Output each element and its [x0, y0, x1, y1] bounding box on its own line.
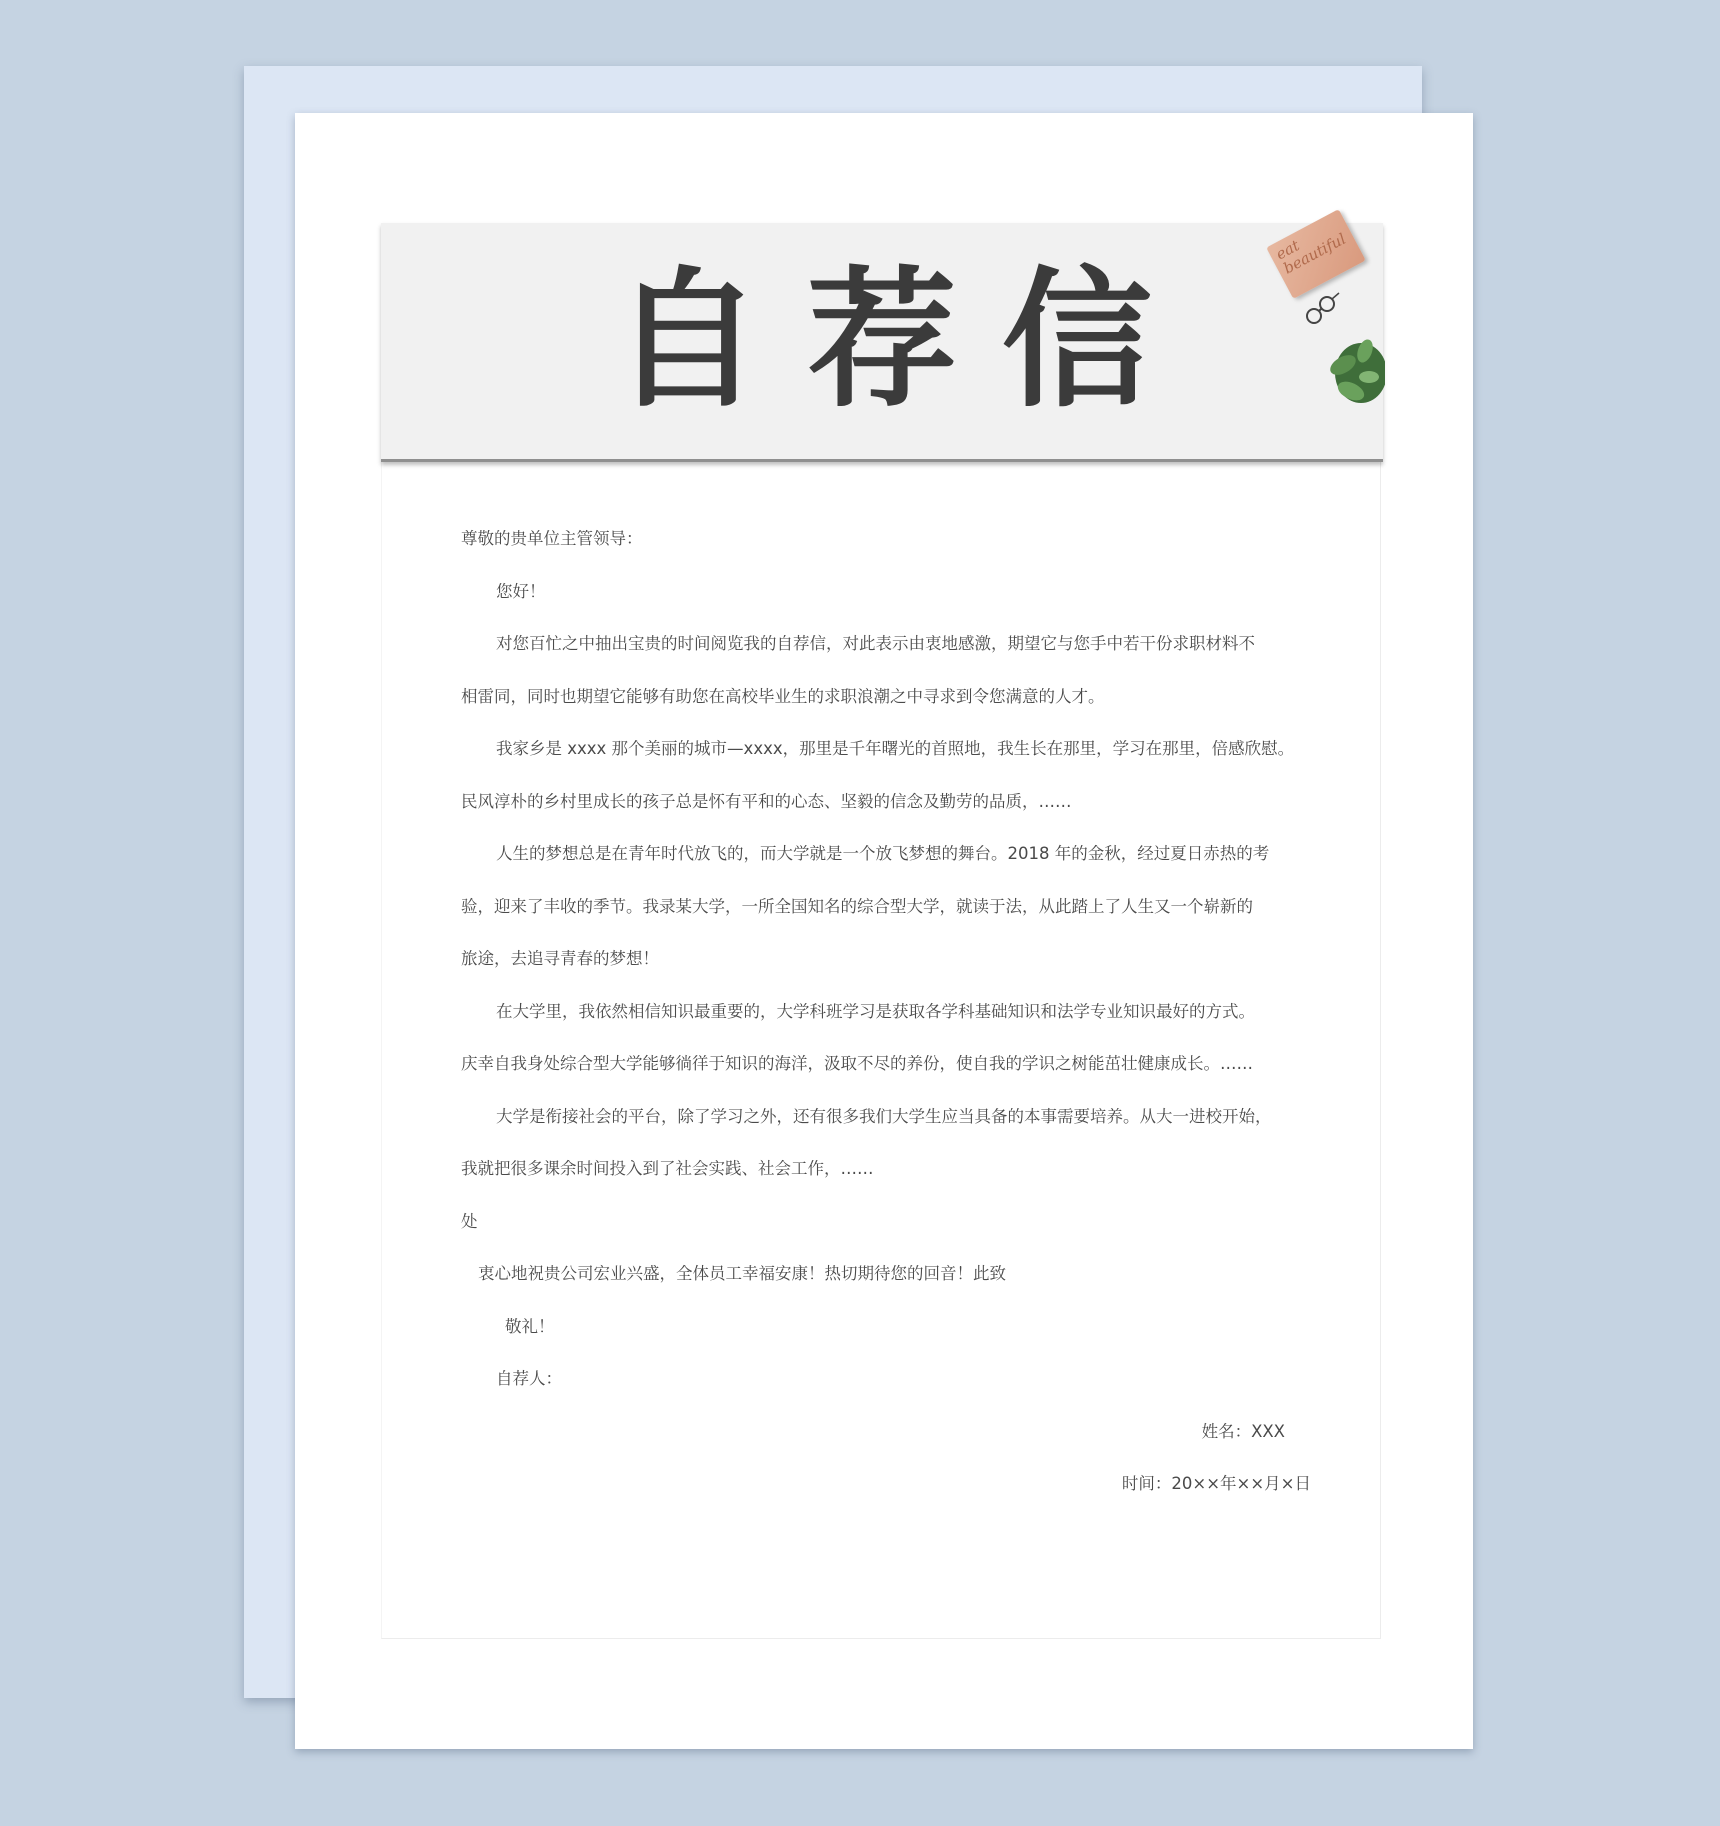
closing-salute: 敬礼！: [505, 1316, 555, 1336]
paragraph-line: 处: [461, 1211, 478, 1231]
letter-page: [295, 113, 1473, 1749]
paragraph-line: 在大学里，我依然相信知识最重要的，大学科班学习是获取各学科基础知识和法学专业知识最好的方式。: [496, 1001, 1255, 1021]
signature-name: 姓名：XXX: [1201, 1421, 1285, 1441]
paragraph-line: 相雷同，同时也期望它能够有助您在高校毕业生的求职浪潮之中寻求到令您满意的人才。: [461, 686, 1105, 706]
book-cover-text: eat beautiful: [1272, 229, 1349, 278]
paragraph-line: 大学是衔接社会的平台，除了学习之外，还有很多我们大学生应当具备的本事需要培养。从大一进校开始，: [496, 1106, 1272, 1126]
letter-greeting: 您好！: [496, 581, 546, 601]
letter-title: 自荐信: [611, 254, 1197, 428]
paragraph-line: 我就把很多课余时间投入到了社会实践、社会工作，……: [461, 1159, 874, 1178]
closing-wish: 衷心地祝贵公司宏业兴盛，全体员工幸福安康！热切期待您的回音！此致: [478, 1264, 1006, 1283]
paragraph-line: 对您百忙之中抽出宝贵的时间阅览我的自荐信，对此表示由衷地感激，期望它与您手中若干份求职材料不: [496, 634, 1255, 653]
paragraph-line: 旅途，去追寻青春的梦想！: [461, 949, 659, 968]
paragraph-line: 人生的梦想总是在青年时代放飞的，而大学就是一个放飞梦想的舞台。2018 年的金秋，经过夏日赤热的考: [496, 844, 1270, 863]
signature-label: 自荐人：: [496, 1369, 562, 1388]
plant-icon: [1321, 333, 1385, 411]
signature-date: 时间：20××年××月×日: [1121, 1474, 1311, 1493]
letter-body: [461, 513, 1311, 1511]
paragraph-line: 我家乡是 xxxx 那个美丽的城市—xxxx，那里是千年曙光的首照地，我生长在那里，学习在那里，倍感欣慰。: [496, 739, 1295, 758]
header-banner: [381, 223, 1383, 462]
glasses-icon: [1301, 291, 1341, 331]
paragraph-line: 验，迎来了丰收的季节。我录某大学，一所全国知名的综合型大学，就读于法，从此踏上了人生又一个崭新的: [461, 896, 1253, 916]
paragraph-line: 民风淳朴的乡村里成长的孩子总是怀有平和的心态、坚毅的信念及勤劳的品质，……: [461, 791, 1072, 811]
letter-salutation: 尊敬的贵单位主管领导：: [461, 529, 643, 548]
paragraph-line: 庆幸自我身处综合型大学能够徜徉于知识的海洋，汲取不尽的养份，使自我的学识之树能茁壮健康成长。……: [461, 1054, 1253, 1073]
